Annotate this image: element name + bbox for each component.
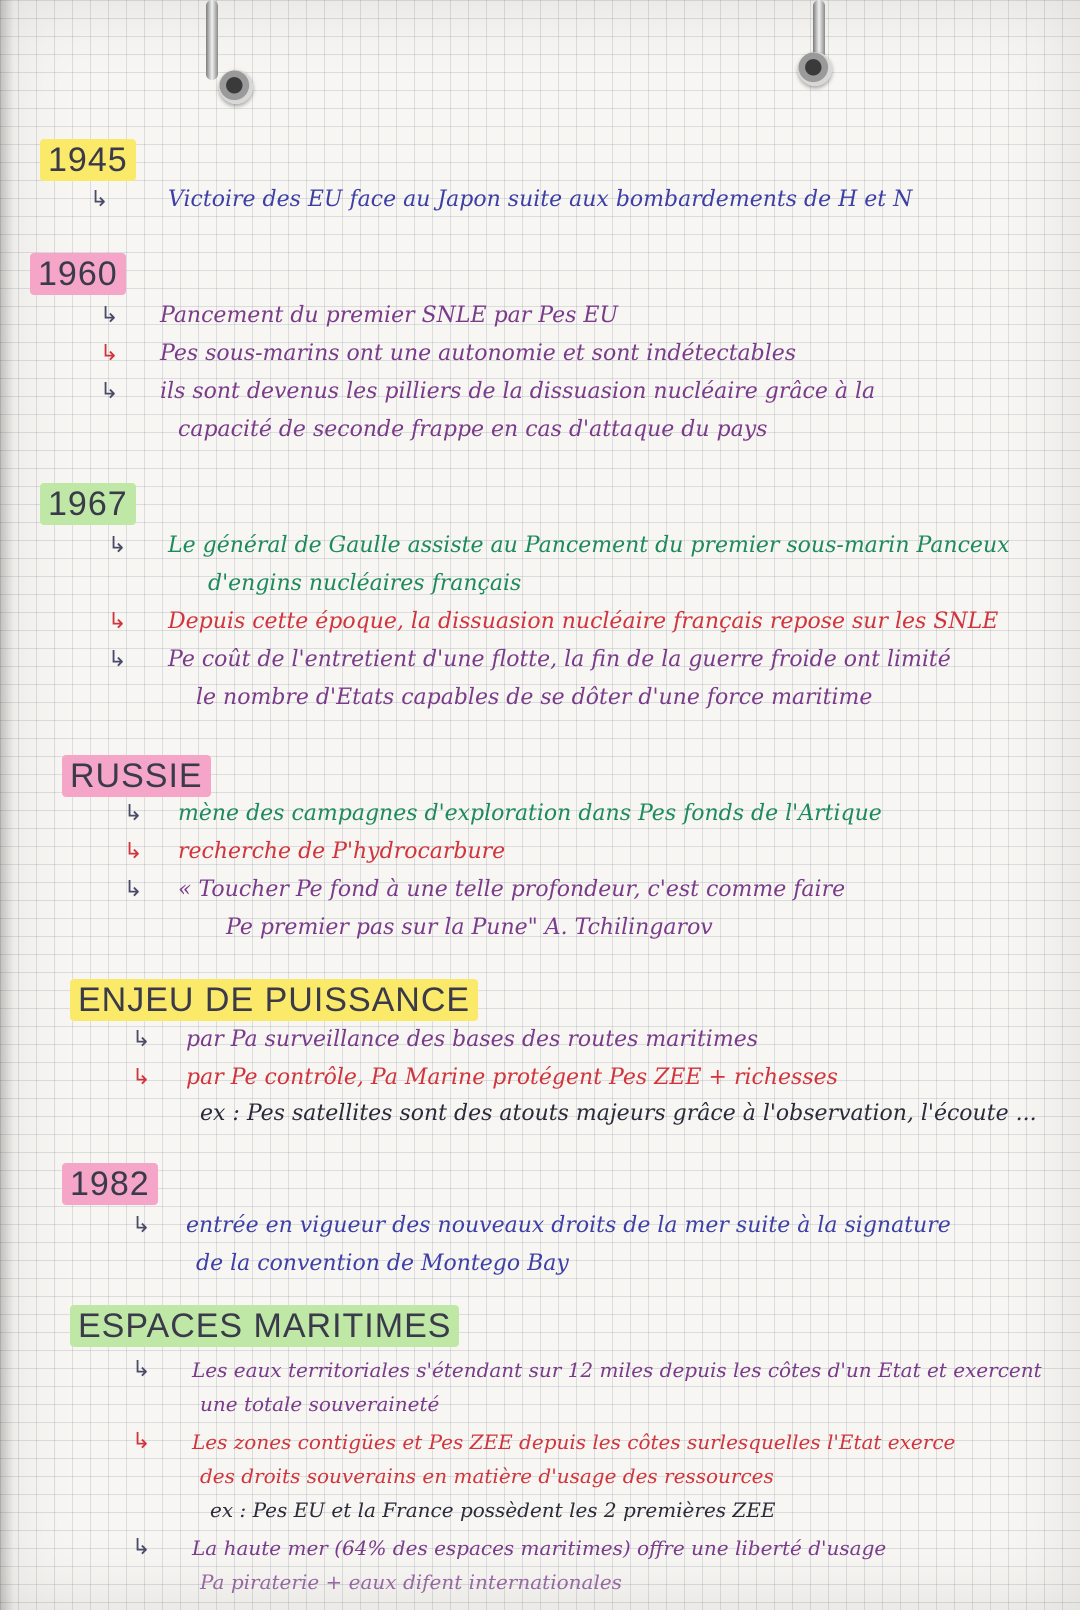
- note-line: recherche de P'hydrocarbure: [178, 839, 506, 864]
- heading-1967: [40, 484, 136, 524]
- heading-1960: [30, 254, 126, 294]
- arrow-right-icon: ↳: [124, 839, 143, 864]
- arrow-right-icon: ↳: [124, 877, 143, 902]
- heading-russie: [62, 756, 211, 796]
- note-line: Pe coût de l'entretient d'une flotte, la fin de la guerre froide ont limité: [168, 647, 951, 672]
- arrow-right-icon: ↳: [100, 341, 119, 366]
- note-line: Le général de Gaulle assiste au Pancement du premier sous-marin Panceux: [168, 533, 1010, 558]
- arrow-right-icon: ↳: [132, 1535, 151, 1560]
- note-line: le nombre d'Etats capables de se dôter d'une force maritime: [196, 685, 873, 710]
- note-line: capacité de seconde frappe en cas d'attaque du pays: [178, 417, 768, 442]
- note-line: La haute mer (64% des espaces maritimes) offre une liberté d'usage: [192, 1536, 887, 1560]
- arrow-right-icon: ↳: [124, 801, 143, 826]
- heading-enjeu-de-puissance: [70, 980, 478, 1020]
- note-line: une totale souveraineté: [200, 1392, 440, 1416]
- heading-text: 1960: [30, 253, 126, 295]
- page-edge-shadow: [0, 0, 14, 1610]
- note-line: Pe premier pas sur la Pune" A. Tchilingarov: [226, 915, 713, 940]
- binder-ring-hole-left: [219, 70, 253, 104]
- heading-1945: [40, 140, 136, 180]
- arrow-right-icon: ↳: [108, 609, 127, 634]
- arrow-right-icon: ↳: [132, 1213, 151, 1238]
- note-line: Les eaux territoriales s'étendant sur 12 miles depuis les côtes d'un Etat et exercent: [192, 1358, 1042, 1382]
- heading-text: RUSSIE: [62, 755, 211, 797]
- note-line: ex : Pes satellites sont des atouts majeurs grâce à l'observation, l'écoute ...: [200, 1101, 1037, 1126]
- note-line: des droits souverains en matière d'usage des ressources: [200, 1464, 774, 1488]
- note-line: entrée en vigueur des nouveaux droits de la mer suite à la signature: [186, 1213, 951, 1238]
- heading-text: 1967: [40, 483, 136, 525]
- arrow-right-icon: ↳: [100, 379, 119, 404]
- heading-espaces-maritimes: [70, 1306, 459, 1346]
- heading-text: 1982: [62, 1163, 158, 1205]
- arrow-right-icon: ↳: [90, 187, 109, 212]
- note-line: d'engins nucléaires français: [208, 571, 522, 596]
- note-line: Pancement du premier SNLE par Pes EU: [160, 303, 619, 328]
- arrow-right-icon: ↳: [108, 647, 127, 672]
- note-line: ils sont devenus les pilliers de la dissuasion nucléaire grâce à la: [160, 379, 876, 404]
- note-line: Pa piraterie + eaux difent internationales: [200, 1570, 622, 1594]
- heading-1982: [62, 1164, 158, 1204]
- arrow-right-icon: ↳: [132, 1429, 151, 1454]
- note-line: Pes sous-marins ont une autonomie et sont indétectables: [160, 341, 797, 366]
- arrow-right-icon: ↳: [108, 533, 127, 558]
- binder-ring-wire-right: [813, 0, 825, 60]
- binder-ring-wire-left: [206, 0, 218, 80]
- arrow-right-icon: ↳: [132, 1357, 151, 1382]
- note-line: Victoire des EU face au Japon suite aux bombardements de H et N: [168, 187, 913, 212]
- note-line: par Pe contrôle, Pa Marine protégent Pes ZEE + richesses: [186, 1065, 838, 1090]
- note-line: mène des campagnes d'exploration dans Pes fonds de l'Artique: [178, 801, 882, 826]
- arrow-right-icon: ↳: [132, 1065, 151, 1090]
- note-line: ex : Pes EU et la France possèdent les 2 premières ZEE: [210, 1498, 776, 1522]
- binder-ring-hole-right: [798, 52, 832, 86]
- note-line: « Toucher Pe fond à une telle profondeur, c'est comme faire: [178, 877, 846, 902]
- heading-text: 1945: [40, 139, 136, 181]
- heading-text: ENJEU DE PUISSANCE: [70, 979, 478, 1021]
- arrow-right-icon: ↳: [100, 303, 119, 328]
- note-line: Les zones contigües et Pes ZEE depuis les côtes surlesquelles l'Etat exerce: [192, 1430, 956, 1454]
- note-line: Depuis cette époque, la dissuasion nucléaire français repose sur les SNLE: [168, 609, 999, 634]
- arrow-right-icon: ↳: [132, 1027, 151, 1052]
- note-line: par Pa surveillance des bases des routes maritimes: [186, 1027, 758, 1052]
- note-line: de la convention de Montego Bay: [196, 1251, 569, 1276]
- heading-text: ESPACES MARITIMES: [70, 1305, 459, 1347]
